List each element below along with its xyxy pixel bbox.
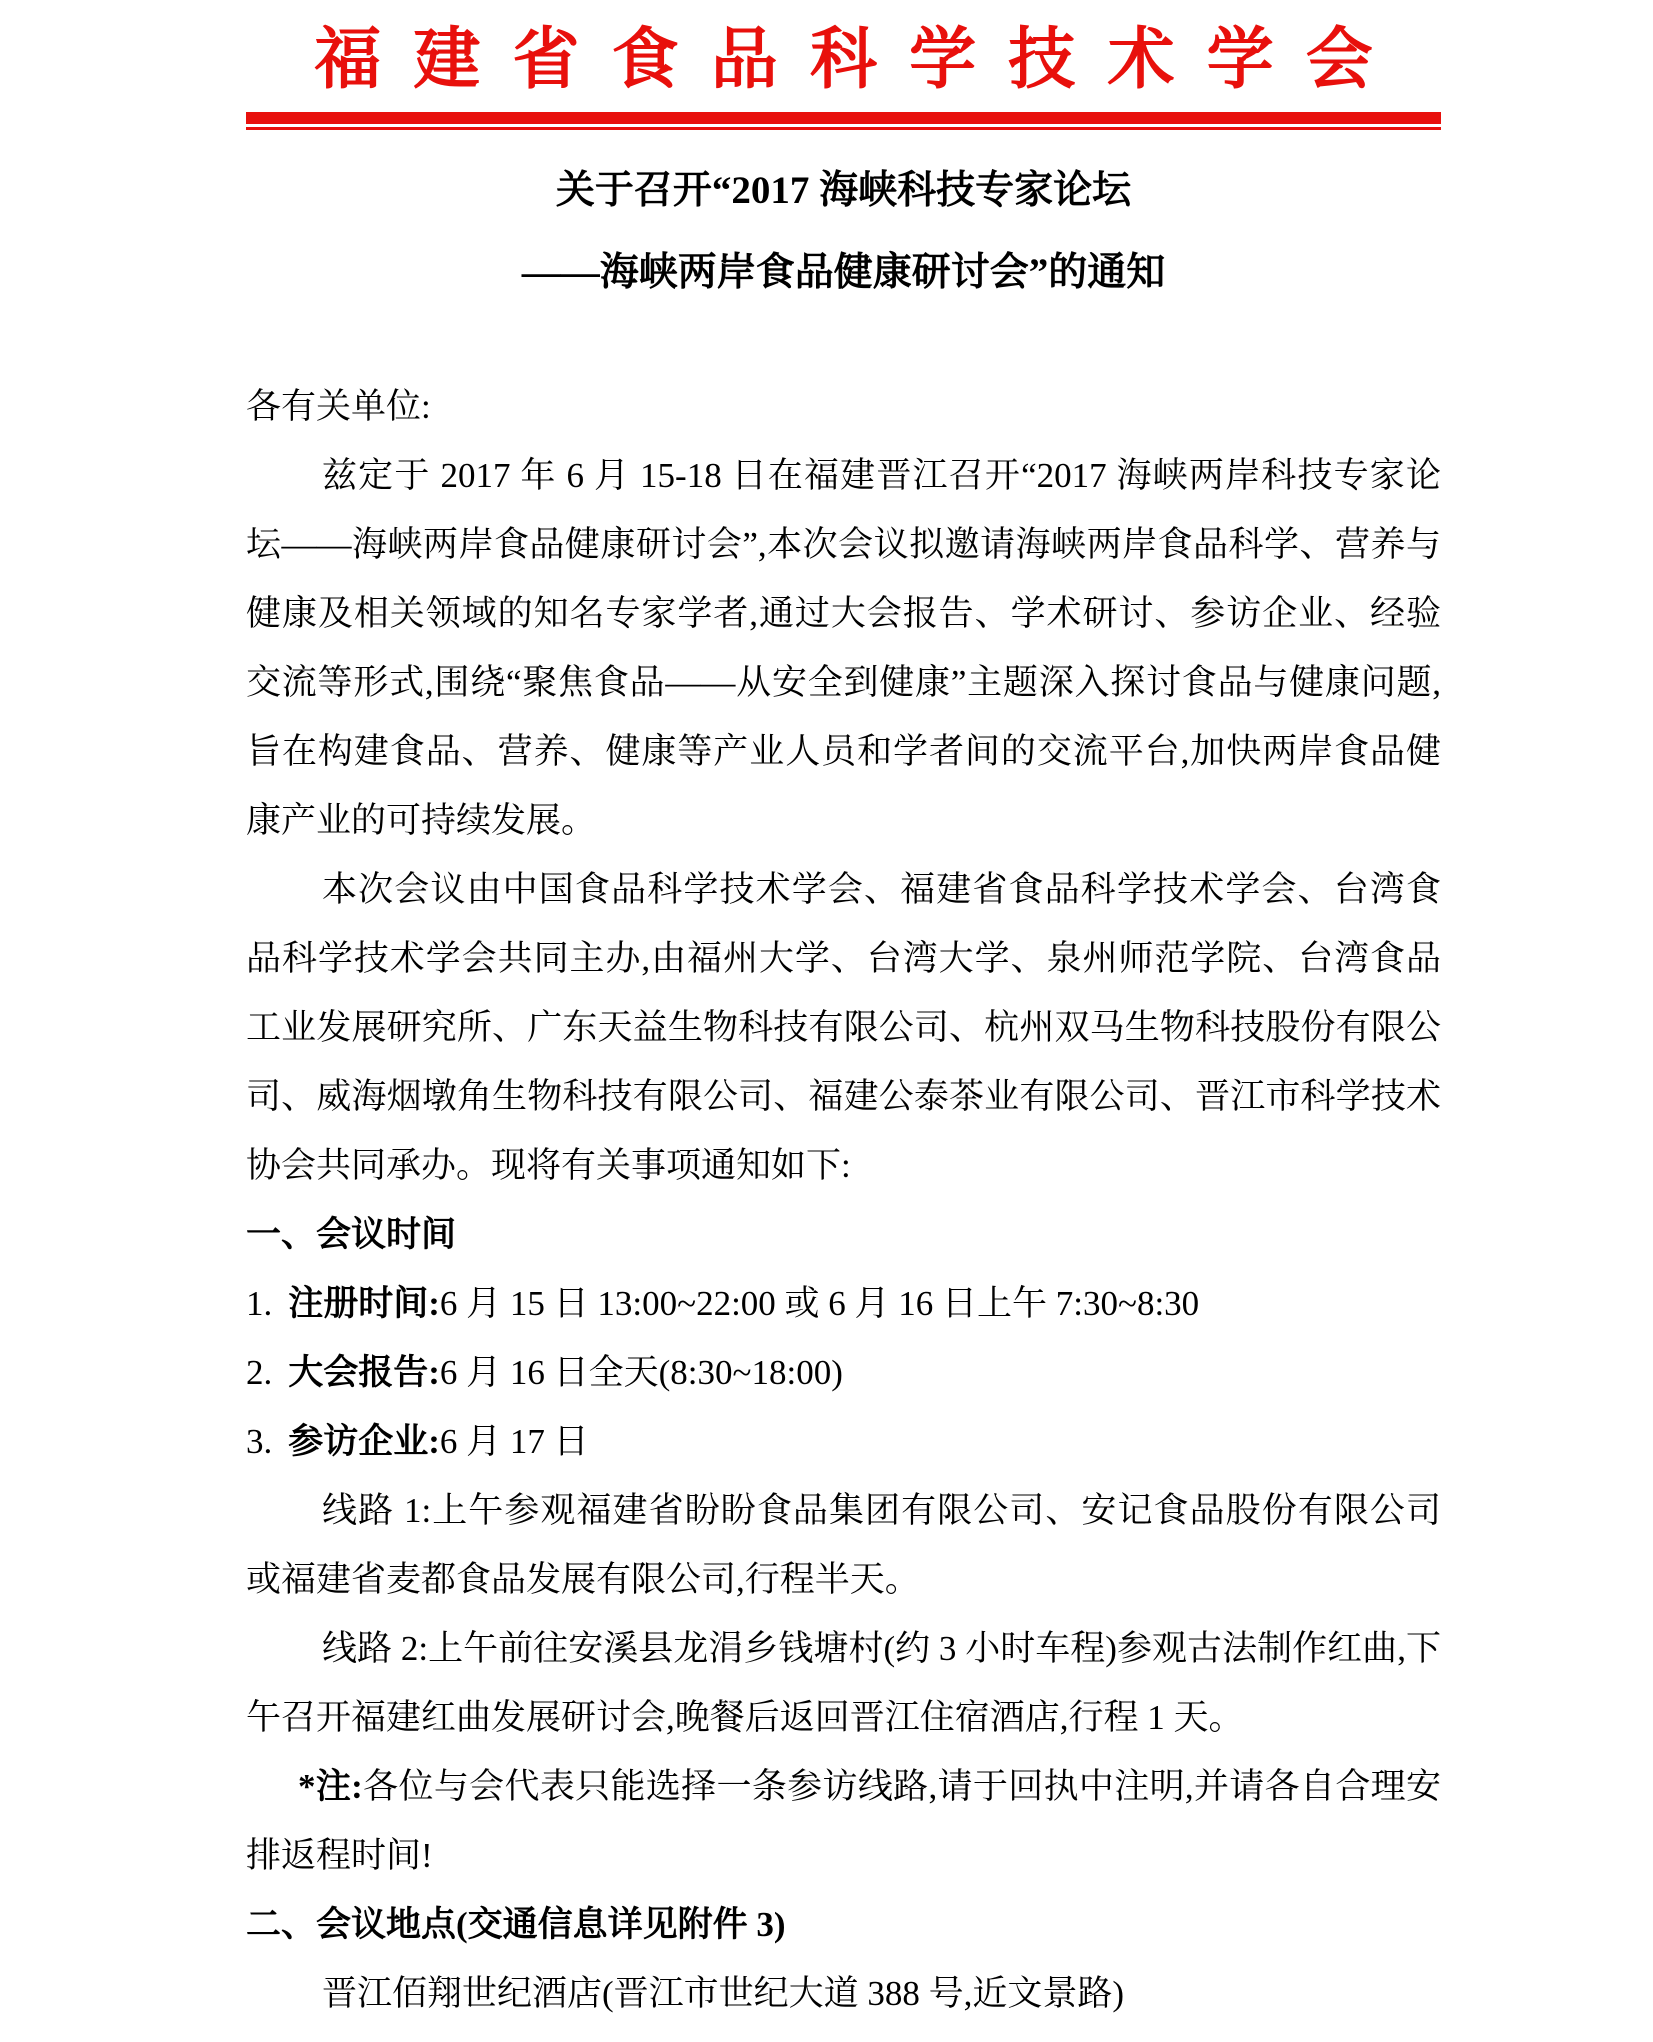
route-1-paragraph: 线路 1:上午参观福建省盼盼食品集团有限公司、安记食品股份有限公司或福建省麦都食品发展有限公司,行程半天。 xyxy=(246,1491,1441,1599)
item-number: 1. xyxy=(246,1284,273,1323)
item-text: 6 月 15 日 13:00~22:00 或 6 月 16 日上午 7:30~8:30 xyxy=(439,1284,1200,1323)
document-title xyxy=(246,150,1441,314)
letterhead-divider xyxy=(246,112,1441,130)
item-label: 参访企业: xyxy=(288,1422,440,1461)
item-label: 注册时间: xyxy=(288,1284,440,1323)
organization-name: 福建省食品科学技术学会 xyxy=(314,23,1405,97)
schedule-item-visits xyxy=(246,1407,1441,1476)
intro-paragraph: 兹定于 2017 年 6 月 15-18 日在福建晋江召开“2017 海峡两岸科技专家论坛——海峡两岸食品健康研讨会”,本次会议拟邀请海峡两岸食品科学、营养与健康及相关领域的知名专家学者,通过大会报告、学术研讨、参访企业、经验交流等形式,围绕“聚焦食品——从安全到健康”主题深入探讨食品与健康问题,旨在构建食品、营养、健康等产业人员和学者间的交流平台,加快两岸食品健康产业的可持续发展。 xyxy=(246,456,1441,840)
section-2-heading: 二、会议地点(交通信息详见附件 3) xyxy=(246,1905,786,1944)
item-text: 6 月 17 日 xyxy=(439,1422,589,1461)
divider-thin-line xyxy=(246,127,1441,130)
document-title-line-1: 关于召开“2017 海峡科技专家论坛 xyxy=(555,169,1132,212)
organizers-paragraph: 本次会议由中国食品科学技术学会、福建省食品科学技术学会、台湾食品科学技术学会共同主办,由福州大学、台湾大学、泉州师范学院、台湾食品工业发展研究所、广东天益生物科技有限公司、杭州双马生物科技股份有限公司、威海烟墩角生物科技有限公司、福建公泰茶业有限公司、晋江市科学技术协会共同承办。现将有关事项通知如下: xyxy=(246,870,1441,1185)
item-label: 大会报告: xyxy=(288,1353,440,1392)
schedule-item-plenary xyxy=(246,1338,1441,1407)
schedule-item-registration xyxy=(246,1269,1441,1338)
document-title-line-2: ——海峡两岸食品健康研讨会”的通知 xyxy=(521,251,1166,294)
notice-body xyxy=(246,372,1441,2028)
section-1-heading: 一、会议时间 xyxy=(246,1215,457,1254)
note-label: *注: xyxy=(298,1767,363,1806)
route-2-paragraph: 线路 2:上午前往安溪县龙涓乡钱塘村(约 3 小时车程)参观古法制作红曲,下午召开福建红曲发展研讨会,晚餐后返回晋江住宿酒店,行程 1 天。 xyxy=(246,1629,1441,1737)
divider-thick-line xyxy=(246,112,1441,124)
salutation: 各有关单位: xyxy=(246,387,431,426)
venue-paragraph: 晋江佰翔世纪酒店(晋江市世纪大道 388 号,近文景路) xyxy=(322,1974,1125,2013)
item-number: 3. xyxy=(246,1422,273,1461)
note-text: 各位与会代表只能选择一条参访线路,请于回执中注明,并请各自合理安排返程时间! xyxy=(246,1767,1441,1875)
note-paragraph xyxy=(246,1752,1441,1890)
item-number: 2. xyxy=(246,1353,273,1392)
letterhead xyxy=(246,14,1441,130)
item-text: 6 月 16 日全天(8:30~18:00) xyxy=(439,1353,843,1392)
